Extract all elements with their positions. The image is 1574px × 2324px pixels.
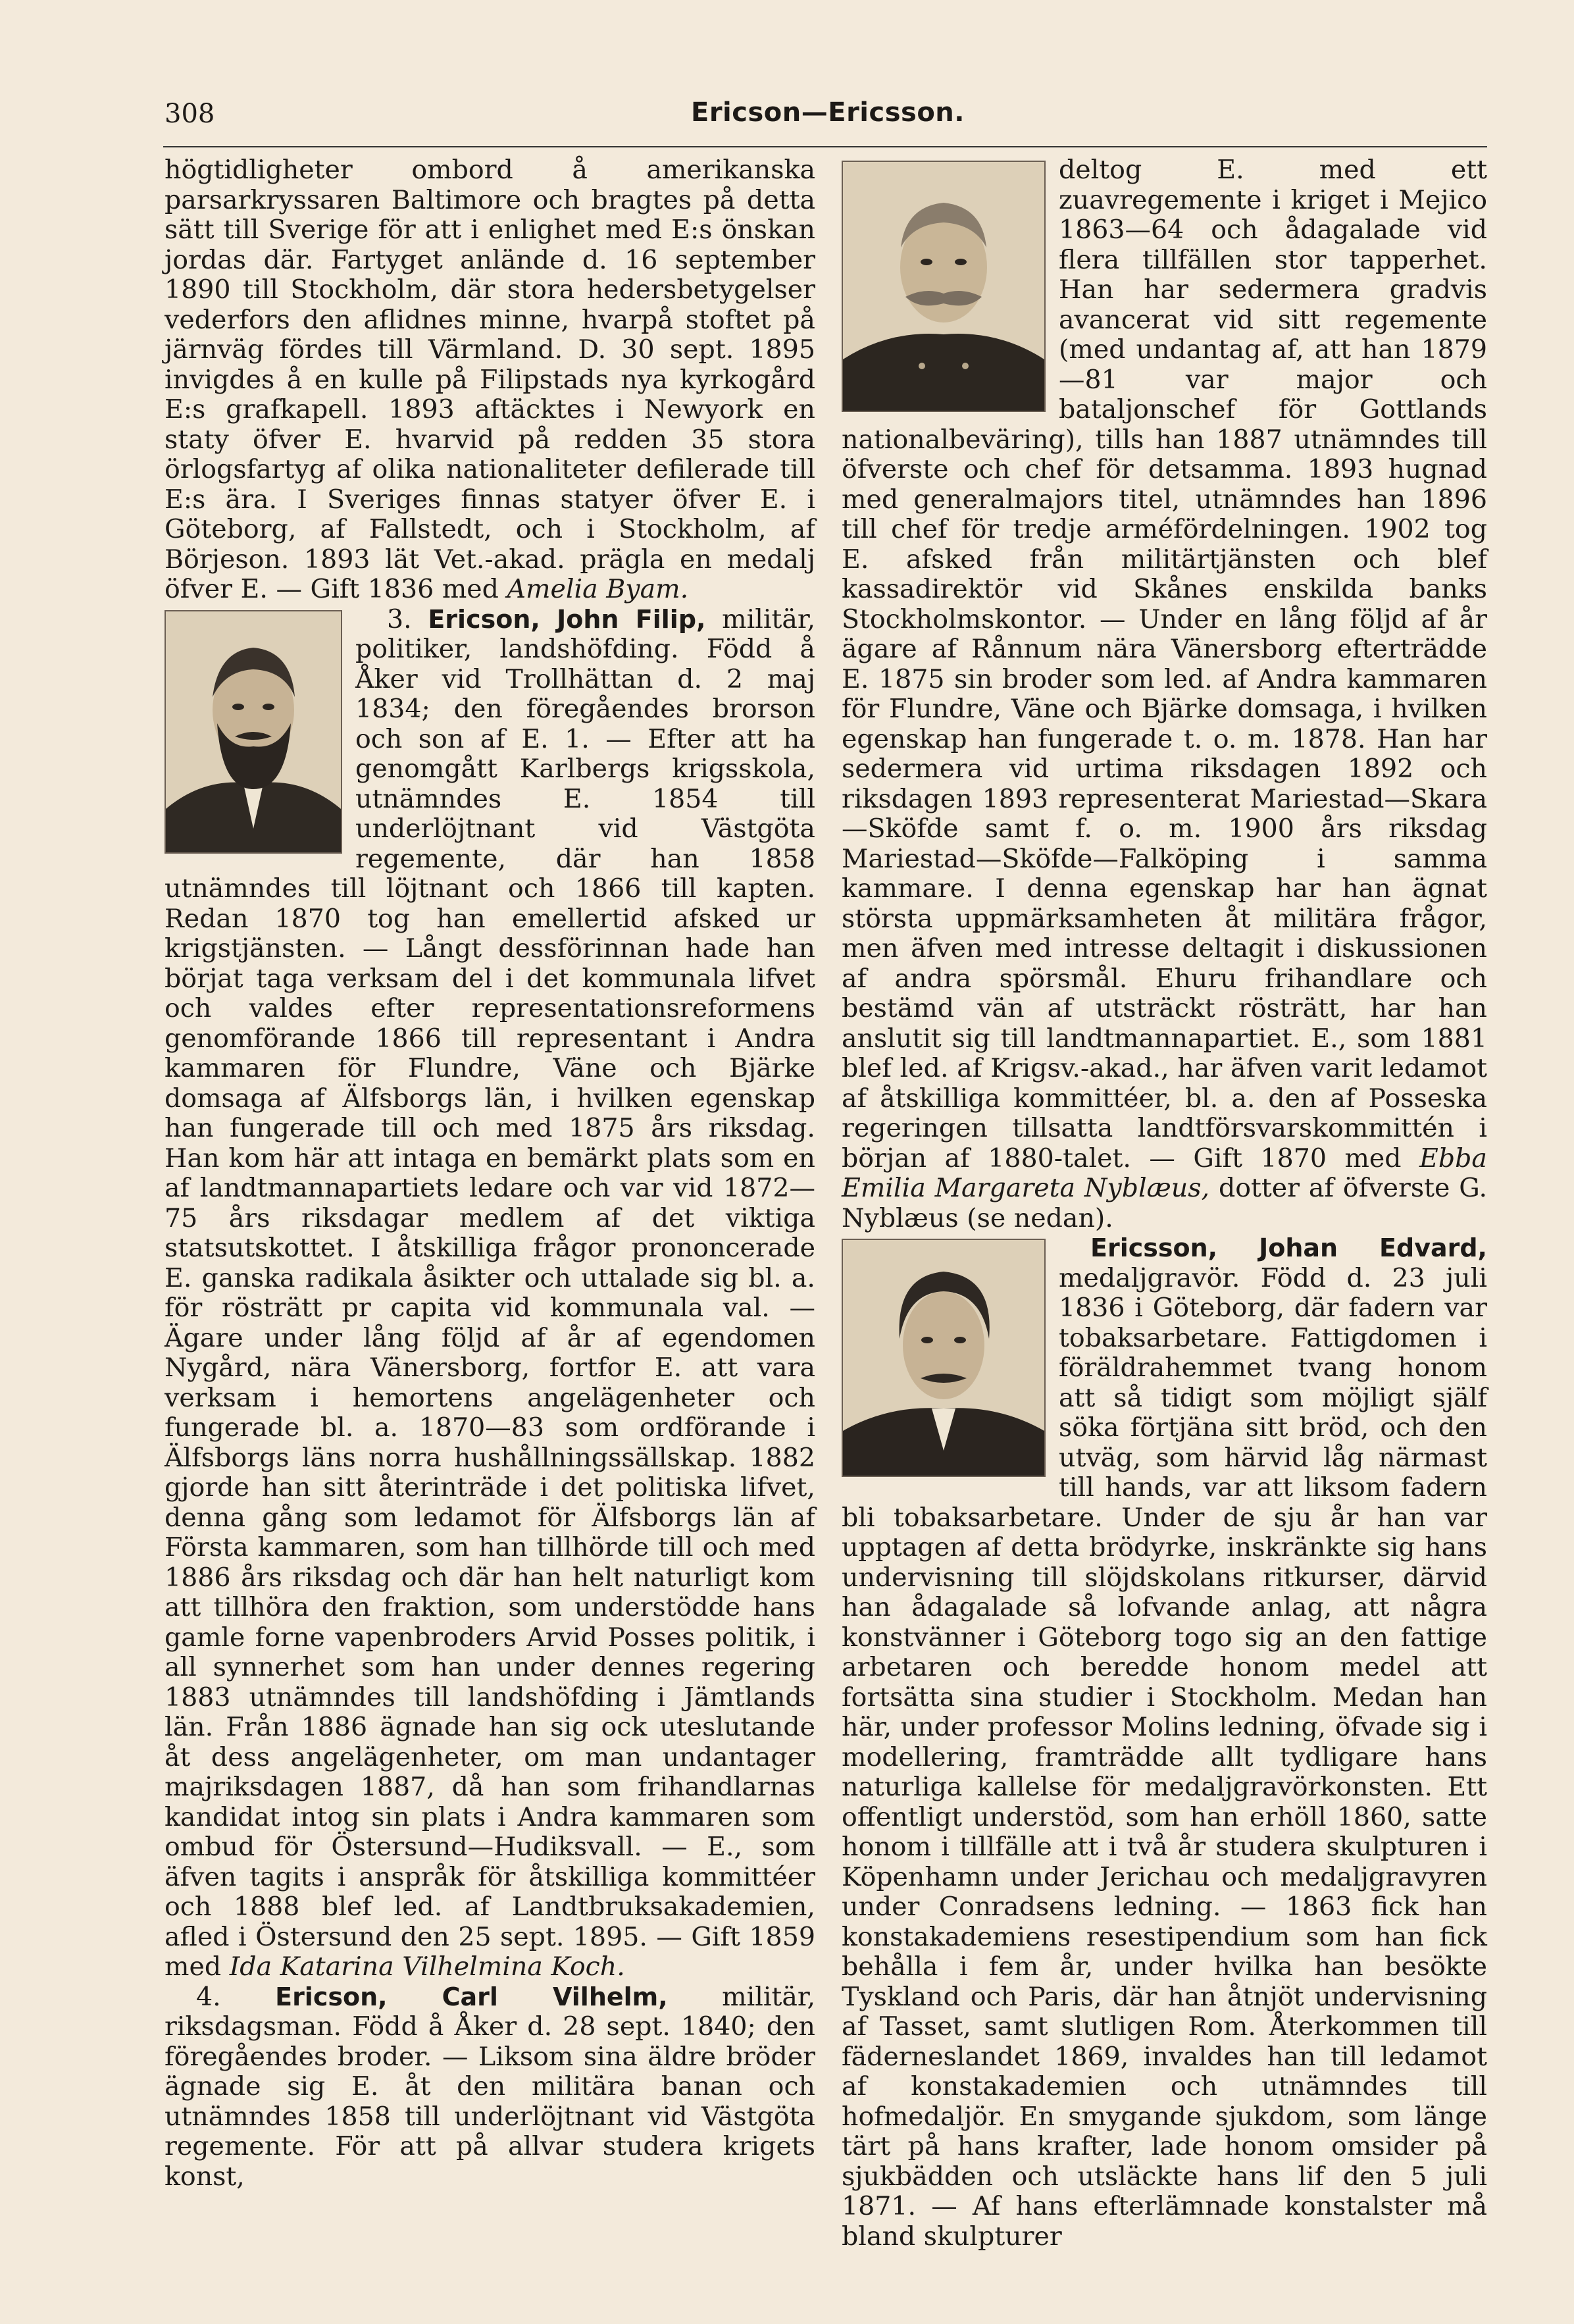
entry-3 [165, 605, 815, 1982]
portrait-john-filip [165, 610, 342, 854]
entry-heading: Ericson, Carl Vilhelm, [275, 1982, 668, 2011]
portrait-carl-vilhelm [842, 161, 1046, 412]
running-head: Ericson—Ericsson. [691, 97, 965, 128]
entry-number: 4. [196, 1981, 221, 2012]
header-rule [163, 146, 1487, 147]
entry-text: deltog E. med ett zuavregemente i kriget i Mejico 1863—64 och ådagalade vid flera tillfällen stor tapperhet. Han har sedermera gradvis avancerat vid sitt regemente (med undantag af, att han 1879—81 var major och bataljonschef för Gottlands nationalbeväring), tills han 1887 utnämndes till öfverste och chef för detsamma. 1893 hugnad med generalmajors titel, utnämndes han 1896 till chef för tredje arméfördelningen. 1902 tog E. afsked från militärtjänsten och blef kassadirektör vid Skånes enskilda banks Stockholmskontor. — Under en lång följd af år ägare af Rånnum nära Vänersborg efterträdde E. 1875 sin broder som led. af Andra kammaren för Flundre, Väne och Bjärke domsaga, i hvilken egenskap han fungerade t. o. m. 1878. Han har sedermera vid urtima riksdagen 1892 och riksdagen 1893 representerat Mariestad—Skara—Sköfde samt f. o. m. 1900 års riksdag Mariestad—Sköfde—Falköping i samma kammare. I denna egenskap har han ägnat största uppmärksamheten åt militära frågor, men äfven med intresse deltagit i diskussionen af andra spörsmål. Ehuru frihandlare och bestämd vän af utsträckt rösträtt, har han anslutit sig till landtmannapartiet. E., som 1881 blef led. af Krigsv.-akad., har äfven varit ledamot af åtskilliga kommittéer, bl. a. den af Posseska regeringen tillsatta landtförsvarskommittén i början af 1880-talet. — Gift 1870 med [842, 155, 1487, 1174]
portrait-engraving-icon [166, 611, 341, 852]
portrait-engraving-icon [843, 1240, 1044, 1476]
entry-text: medaljgravör. Född d. 23 juli 1836 i Göteborg, där fadern var tobaksarbetare. Fattigdomen i föräldrahemmet tvang honom att så tidigt som möjligt själf söka förtjäna sitt bröd, och den utväg, som härvid låg närmast till hands, var att liksom fadern bli tobaksarbetare. Under de sju år han var upptagen af detta brödyrke, inskränkte sig hans undervisning till slöjdskolans ritkurser, därvid han ådagalade så lofvande anlag, att några konstvänner i Göteborg togo sig an den fattige arbetaren och beredde honom medel att fortsätta sina studier i Stockholm. Medan han här, under professor Molins ledning, öfvade sig i modellering, framträdde allt tydligare hans naturliga kallelse för medaljgravörkonsten. Ett offentligt understöd, som han erhöll 1860, satte honom i tillfälle att i två år studera skulpturen i Köpenhamn under Jerichau och medaljgravyren under Conradsens ledning. — 1863 fick han konstakademiens resestipendium som han fick behålla i fem år, under hvilka han besökte Tyskland och Paris, där han åtnjöt undervisning af Tasset, samt slutligen Rom. Återkommen till fäderneslandet 1869, invaldes han till ledamot af konstakademien och utnämndes till hofmedaljör. En smygande sjukdom, som länge tärt på hans krafter, lade honom omsider på sjukbädden och utsläckte hans lif den 5 juli 1871. — Af hans efterlämnade konstalster må bland skulpturer [842, 1262, 1487, 2252]
portrait-johan-edvard [842, 1239, 1046, 1477]
entry-heading: Ericsson, Johan Edvard, [1090, 1233, 1487, 1262]
page-number: 308 [165, 99, 215, 129]
spouse-name: Ida Katarina Vilhelmina Koch. [229, 1951, 625, 1982]
paragraph-text: högtidligheter ombord å amerikanska parsarkryssaren Baltimore och bragtes på detta sätt till Sverige för att i enlighet med E:s önskan jordas där. Fartyget anlände d. 16 september 1890 till Stockholm, där stora hedersbetygelser vederfors den aflidnes minne, hvarpå stoftet på järnväg fördes till Värmland. D. 30 sept. 1895 invigdes å en kulle på Filipstads nya kyrkogård E:s grafkapell. 1893 aftäcktes i Newyork en staty öfver E. hvarvid på redden 35 stora örlogsfartyg af olika nationaliteter defilerade till E:s ära. I Sveriges finnas statyer öfver E. i Göteborg, af Fallstedt, och i Stockholm, af Börjeson. 1893 lät Vet.-akad. prägla en medalj öfver E. — Gift 1836 med [165, 155, 815, 604]
entry-text: militär, politiker, landshöfding. Född å Åker vid Trollhättan d. 2 maj 1834; den föregåendes brorson och son af E. 1. — Efter att ha genomgått Karlbergs krigsskola, utnämndes E. 1854 till underlöjtnant vid Västgöta regemente, där han 1858 utnämndes till löjtnant och 1866 till kapten. Redan 1870 tog han emellertid afsked ur krigstjänsten. — Långt dessförinnan hade han börjat taga verksam del i det kommunala lifvet och valdes efter representationsreformens genomförande 1866 till representant i Andra kammaren för Flundre, Väne och Bjärke domsaga af Älfsborgs län, i hvilken egenskap han fungerade till och med 1875 års riksdag. Han kom här att intaga en bemärkt plats som en af landtmannapartiets ledare och var vid 1872—75 års riksdagar medlem af det viktiga statsutskottet. I åtskilliga frågor prononcerade E. ganska radikala åsikter och uttalade sig bl. a. för rösträtt pr capita vid kommunala val. — Ägare under lång följd af år af egendomen Nygård, nära Vänersborg, fortfor E. att vara verksam i hemortens angelägenheter och fungerade bl. a. 1870—83 som ordförande i Älfsborgs läns norra hushållningssällskap. 1882 gjorde han sitt återinträde i det politiska lifvet, denna gång som ledamot för Älfsborgs län af Första kammaren, som han tillhörde till och med 1886 års riksdag och där han helt naturligt kom att tillhöra den fraktion, som understödde hans gamle forne vapenbroders Arvid Posses politik, i all synnerhet som han under dennes regering 1883 utnämndes till landshöfding i Jämtlands län. Från 1886 ägnade han sig ock uteslutande åt dess angelägenheter, om man undantager majriksdagen 1887, då han som frihandlarnas kandidat intog sin plats i Andra kammaren som ombud för Östersund—Hudiksvall. — E., som äfven tagits i anspråk för åtskilliga kommittéer och 1888 blef led. af Landtbruksakademien, afled i Östersund den 25 sept. 1895. — Gift 1859 med [165, 604, 816, 1982]
entry-4-continued [842, 155, 1487, 1233]
left-column [165, 155, 815, 2192]
entry-number: 3. [387, 604, 412, 634]
portrait-engraving-icon [843, 162, 1044, 411]
entry-ericsson-johan-edvard [842, 1233, 1487, 2252]
spouse-name: Amelia Byam. [507, 574, 689, 604]
entry-text: dotter af öfverste G. Nyblæus (se nedan). [842, 1173, 1488, 1233]
right-column [842, 155, 1487, 2252]
entry-heading: Ericson, John Filip, [428, 604, 706, 634]
paragraph-continued [165, 155, 815, 605]
spouse-name: Ebba Emilia Margareta Nyblæus, [842, 1143, 1487, 1203]
entry-4 [165, 1982, 815, 2192]
entry-text: militär, riksdagsman. Född å Åker d. 28 sept. 1840; den föregåendes broder. — Liksom sina äldre bröder ägnade sig E. åt den militära banan och utnämndes 1858 till underlöjtnant vid Västgöta regemente. För att på allvar studera krigets konst, [165, 1981, 816, 2192]
